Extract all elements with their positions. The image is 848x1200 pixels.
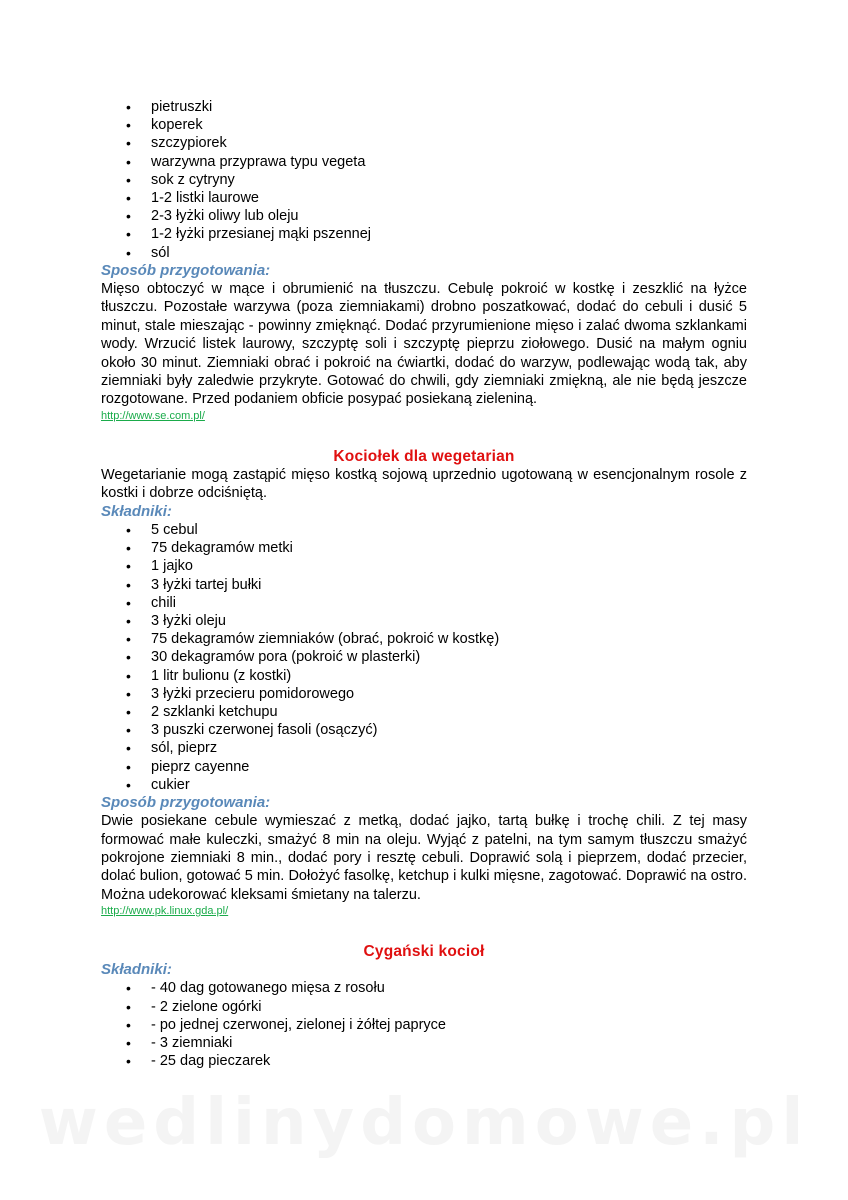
list-item <box>101 134 747 152</box>
list-item-text: - 3 ziemniaki <box>151 1034 233 1051</box>
list-item-text: koperek <box>151 117 203 134</box>
bullet-icon: • <box>126 1016 131 1033</box>
list-item-text: - po jednej czerwonej, zielonej i żółtej papryce <box>151 1016 446 1033</box>
list-item-text: 75 dekagramów metki <box>151 540 293 557</box>
list-item <box>101 721 747 739</box>
bullet-icon: • <box>126 226 131 243</box>
list-item <box>101 667 747 685</box>
list-item-text: 3 łyżki oleju <box>151 612 226 629</box>
bullet-icon: • <box>126 558 131 575</box>
list-item <box>101 98 747 116</box>
list-item-text: 1-2 listki laurowe <box>151 190 259 207</box>
watermark-text: wedlinydomowe.pl <box>38 1086 810 1160</box>
document-page <box>101 98 747 1070</box>
bullet-icon: • <box>126 244 131 261</box>
list-item-text: 1-2 łyżki przesianej mąki pszennej <box>151 226 372 243</box>
list-item <box>101 153 747 171</box>
list-item <box>101 1034 747 1052</box>
list-item-text: - 40 dag gotowanego mięsa z rosołu <box>151 980 385 997</box>
bullet-icon: • <box>126 740 131 757</box>
list-item-text: sól, pieprz <box>151 740 218 757</box>
list-item-text: 2-3 łyżki oliwy lub oleju <box>151 208 299 225</box>
bullet-icon: • <box>126 540 131 557</box>
list-item-text: szczypiorek <box>151 135 227 152</box>
list-item <box>101 244 747 262</box>
list-item <box>101 521 747 539</box>
list-item-text: sól <box>151 244 170 261</box>
list-item <box>101 557 747 575</box>
list-item-text: - 25 dag pieczarek <box>151 1053 271 1070</box>
list-item <box>101 630 747 648</box>
top-method-heading: Sposób przygotowania: <box>101 261 271 279</box>
list-item-text: 3 puszki czerwonej fasoli (osączyć) <box>151 722 378 739</box>
recipe2-source-link[interactable]: http://www.pk.linux.gda.pl/ <box>101 905 229 918</box>
list-item <box>101 979 747 997</box>
list-item-text: 3 łyżki tartej bułki <box>151 576 262 593</box>
bullet-icon: • <box>126 776 131 793</box>
bullet-icon: • <box>126 631 131 648</box>
bullet-icon: • <box>126 521 131 538</box>
recipe3-title: Cygański kocioł <box>363 943 485 961</box>
top-ingredient-list <box>101 98 747 262</box>
list-item <box>101 685 747 703</box>
list-item <box>101 594 747 612</box>
bullet-icon: • <box>126 612 131 629</box>
bullet-icon: • <box>126 117 131 134</box>
list-item-text: warzywna przyprawa typu vegeta <box>151 153 366 170</box>
bullet-icon: • <box>126 980 131 997</box>
bullet-icon: • <box>126 649 131 666</box>
list-item <box>101 758 747 776</box>
list-item <box>101 207 747 225</box>
list-item <box>101 539 747 557</box>
bullet-icon: • <box>126 685 131 702</box>
list-item-text: 75 dekagramów ziemniaków (obrać, pokroić w kostkę) <box>151 631 500 648</box>
list-item <box>101 703 747 721</box>
list-item <box>101 225 747 243</box>
list-item <box>101 612 747 630</box>
list-item-text: sok z cytryny <box>151 171 235 188</box>
list-item-text: 5 cebul <box>151 521 198 538</box>
recipe2-method-heading: Sposób przygotowania: <box>101 793 271 811</box>
top-source-link[interactable]: http://www.se.com.pl/ <box>101 409 205 422</box>
recipe2-ingredients-heading: Składniki: <box>101 502 172 520</box>
bullet-icon: • <box>126 1034 131 1051</box>
bullet-icon: • <box>126 703 131 720</box>
recipe2-ingredient-list <box>101 521 747 794</box>
list-item <box>101 1052 747 1070</box>
list-item <box>101 739 747 757</box>
bullet-icon: • <box>126 153 131 170</box>
list-item <box>101 998 747 1016</box>
bullet-icon: • <box>126 576 131 593</box>
bullet-icon: • <box>126 208 131 225</box>
recipe3-ingredients-heading: Składniki: <box>101 961 172 979</box>
bullet-icon: • <box>126 135 131 152</box>
list-item-text: 1 jajko <box>151 558 193 575</box>
bullet-icon: • <box>126 99 131 115</box>
list-item <box>101 576 747 594</box>
list-item-text: - 2 zielone ogórki <box>151 998 262 1015</box>
recipe3-ingredient-list <box>101 979 747 1070</box>
bullet-icon: • <box>126 1053 131 1070</box>
list-item-text: 3 łyżki przecieru pomidorowego <box>151 685 355 702</box>
list-item-text: pietruszki <box>151 99 213 115</box>
list-item <box>101 171 747 189</box>
top-method-text: Mięso obtoczyć w mące i obrumienić na tłuszczu. Cebulę pokroić w kostkę i zeszklić na łyżce tłuszczu. Pozostałe warzywa (poza ziemniakami) drobno poszatkować, dodać do cebuli i dusić 5 minut, stale mieszając - powinny zmięknąć. Dodać przyrumienione mięso i zalać dwoma szklankami wody. Wrzucić listek laurowy, szczyptę soli i szczyptę pieprzu ziołowego. Dusić na małym ogniu około 30 minut. Ziemniaki obrać i pokroić na ćwiartki, dodać do warzyw, podlewając wodą tak, aby ziemniaki były zaledwie przykryte. Gotować do chwili, gdy ziemniaki zmiękną, ale nie będą jeszcze rozgotowane. Przed podaniem obficie posypać posiekaną zieleniną. <box>101 281 747 408</box>
bullet-icon: • <box>126 171 131 188</box>
bullet-icon: • <box>126 667 131 684</box>
bullet-icon: • <box>126 758 131 775</box>
recipe2-intro: Wegetarianie mogą zastąpić mięso kostką sojową uprzednio ugotowaną w esencjonalnym rosole z kostki i dobrze odciśniętą. <box>101 466 747 502</box>
bullet-icon: • <box>126 998 131 1015</box>
list-item-text: 2 szklanki ketchupu <box>151 703 278 720</box>
recipe2-title: Kociołek dla wegetarian <box>333 447 515 465</box>
list-item-text: 30 dekagramów pora (pokroić w plasterki) <box>151 649 421 666</box>
list-item-text: pieprz cayenne <box>151 758 250 775</box>
recipe2-method-text: Dwie posiekane cebule wymieszać z metką, dodać jajko, tartą bułkę i trochę chili. Z tej masy formować małe kuleczki, smażyć 8 min na oleju. Wyjąć z patelni, na tym samym tłuszczu smażyć pokrojone ziemniaki 8 min., dodać pory i resztę cebuli. Doprawić solą i pieprzem, dodać przecier, dolać bulion, gotować 5 min. Dołożyć fasolkę, ketchup i kulki mięsne, zagotować. Doprawić na ostro. Można udekorować kleksami śmietany na talerzu. <box>101 813 747 903</box>
list-item <box>101 1016 747 1034</box>
list-item <box>101 189 747 207</box>
list-item-text: cukier <box>151 776 190 793</box>
list-item <box>101 776 747 794</box>
list-item <box>101 116 747 134</box>
list-item <box>101 648 747 666</box>
bullet-icon: • <box>126 722 131 739</box>
bullet-icon: • <box>126 594 131 611</box>
list-item-text: 1 litr bulionu (z kostki) <box>151 667 292 684</box>
list-item-text: chili <box>151 594 176 611</box>
bullet-icon: • <box>126 190 131 207</box>
